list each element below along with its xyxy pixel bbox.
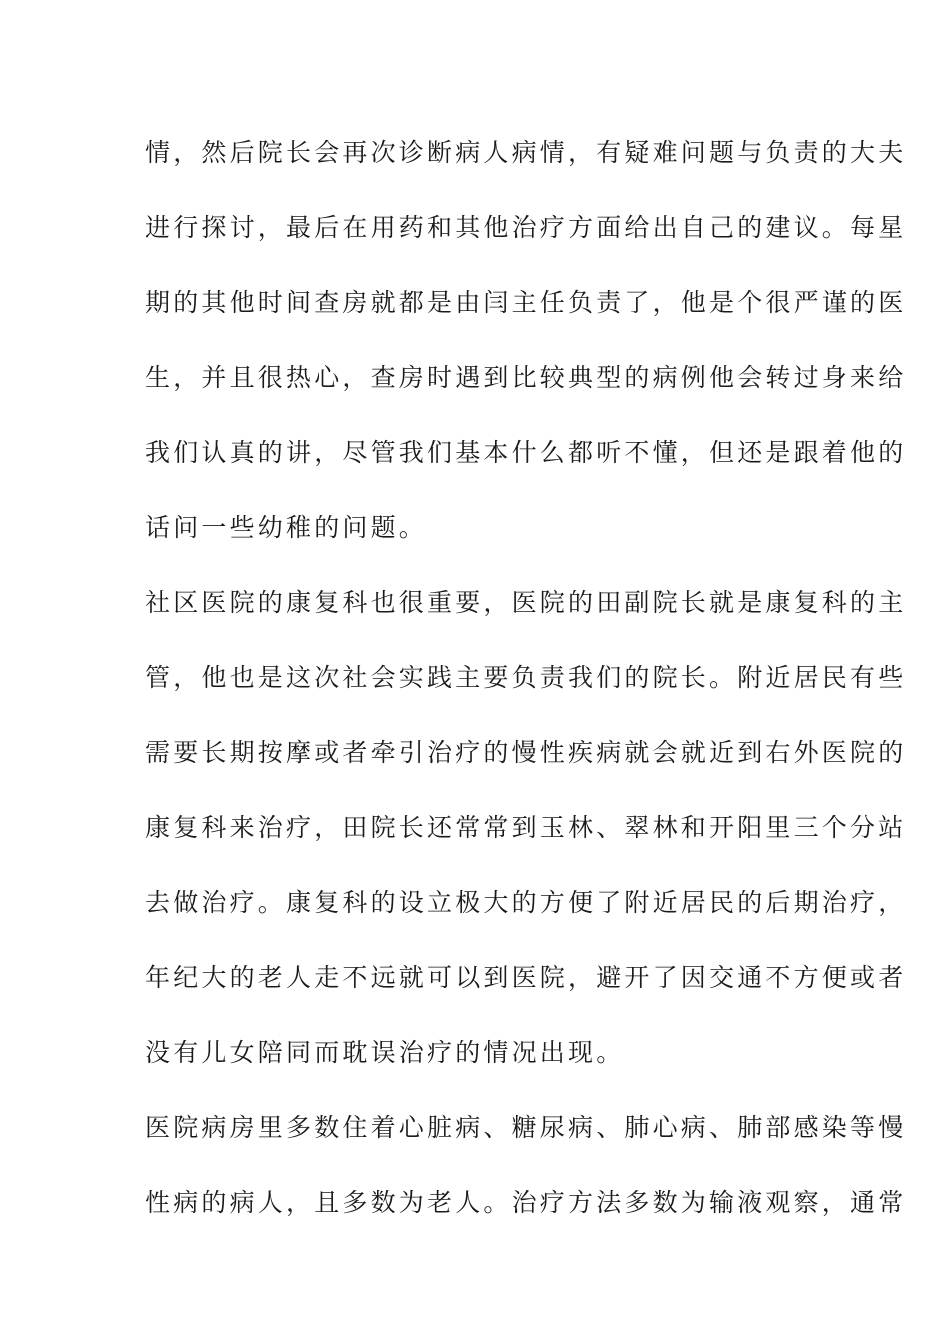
text-line: 性病的病人，且多数为老人。治疗方法多数为输液观察，通常 — [145, 1188, 907, 1217]
text-line: 进行探讨，最后在用药和其他治疗方面给出自己的建议。每星 — [145, 213, 907, 242]
text-line: 需要长期按摩或者牵引治疗的慢性疾病就会就近到右外医院的 — [145, 738, 907, 767]
text-line: 年纪大的老人走不远就可以到医院，避开了因交通不方便或者 — [145, 963, 907, 992]
text-line: 我们认真的讲，尽管我们基本什么都听不懂，但还是跟着他的 — [145, 438, 907, 467]
text-line: 社区医院的康复科也很重要，医院的田副院长就是康复科的主 — [145, 588, 907, 617]
text-line: 期的其他时间查房就都是由闫主任负责了，他是个很严谨的医 — [145, 288, 907, 317]
text-line: 情，然后院长会再次诊断病人病情，有疑难问题与负责的大夫 — [145, 138, 907, 167]
text-line: 生，并且很热心，查房时遇到比较典型的病例他会转过身来给 — [145, 363, 907, 392]
text-line: 去做治疗。康复科的设立极大的方便了附近居民的后期治疗， — [145, 888, 907, 917]
text-line: 话问一些幼稚的问题。 — [145, 513, 428, 542]
text-line: 没有儿女陪同而耽误治疗的情况出现。 — [145, 1038, 625, 1067]
body-text — [145, 129, 907, 1254]
text-line: 医院病房里多数住着心脏病、糖尿病、肺心病、肺部感染等慢 — [145, 1113, 907, 1142]
text-line: 管，他也是这次社会实践主要负责我们的院长。附近居民有些 — [145, 663, 907, 692]
text-line: 康复科来治疗，田院长还常常到玉林、翠林和开阳里三个分站 — [145, 813, 907, 842]
